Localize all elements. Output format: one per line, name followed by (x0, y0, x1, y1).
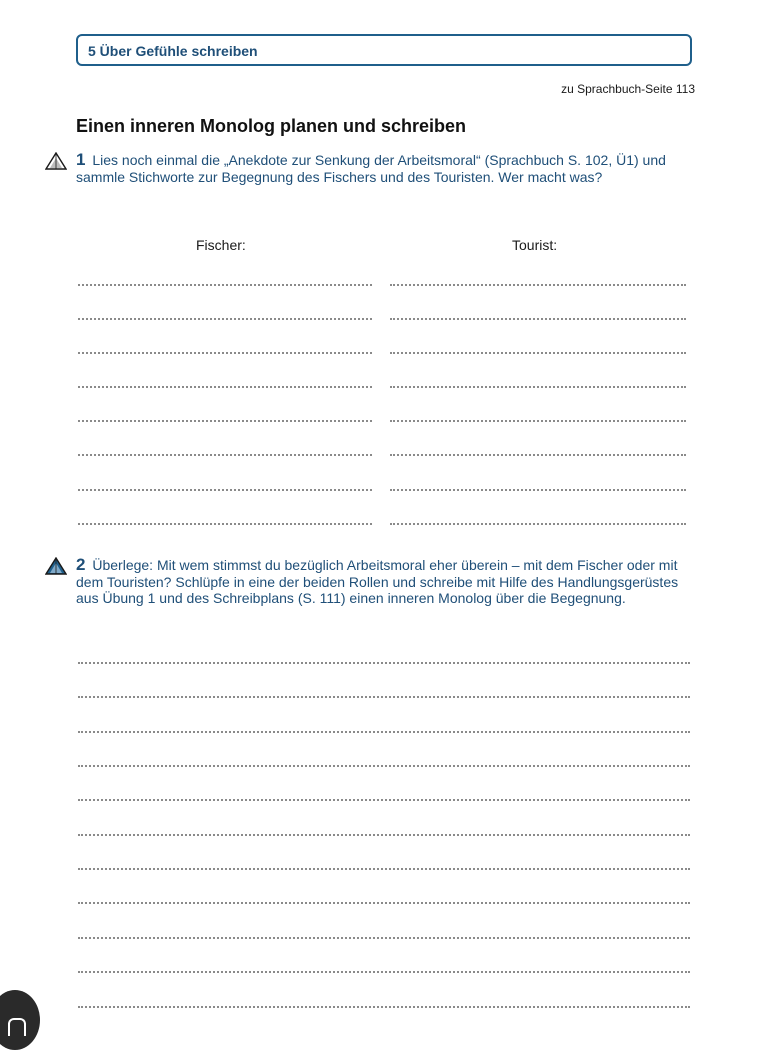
writing-line-tourist[interactable] (390, 489, 686, 491)
overlay-app-icon (8, 1018, 26, 1036)
writing-line[interactable] (78, 731, 690, 733)
column-label-tourist: Tourist: (512, 237, 558, 253)
task-1 (76, 152, 696, 185)
writing-line[interactable] (78, 868, 690, 870)
task-instruction: Überlege: Mit wem stimmst du bezüglich Arbeitsmoral eher überein – mit dem Fischer oder mit dem Touristen? Schlüpfe in eine der beiden Rollen und schreibe mit Hilfe des Handlungsgerüstes aus Übung 1 und des Schreibplans (S. 111) einen inneren Monolog über die Begegnung. (76, 557, 679, 606)
writing-line-tourist[interactable] (390, 420, 686, 422)
writing-line[interactable] (78, 765, 690, 767)
writing-line-fischer[interactable] (78, 489, 372, 491)
writing-line-fischer[interactable] (78, 284, 372, 286)
writing-line[interactable] (78, 799, 690, 801)
page-title: Einen inneren Monolog planen und schreiben (76, 116, 467, 136)
writing-line[interactable] (78, 696, 690, 698)
chapter-title: 5 Über Gefühle schreiben (88, 43, 258, 59)
task-number: 1 (76, 150, 86, 169)
writing-line[interactable] (78, 971, 690, 973)
writing-line[interactable] (78, 1006, 690, 1008)
writing-line-tourist[interactable] (390, 523, 686, 525)
writing-line[interactable] (78, 902, 690, 904)
writing-line-tourist[interactable] (390, 352, 686, 354)
chapter-header-box (76, 34, 692, 66)
task-number: 2 (76, 555, 86, 574)
page-reference: zu Sprachbuch-Seite 113 (561, 82, 695, 96)
writing-line-fischer[interactable] (78, 420, 372, 422)
column-label-fischer: Fischer: (196, 237, 246, 253)
writing-line-tourist[interactable] (390, 386, 686, 388)
triangle-difficulty-icon (45, 152, 67, 170)
writing-line-tourist[interactable] (390, 284, 686, 286)
writing-line-tourist[interactable] (390, 318, 686, 320)
task-2 (76, 557, 696, 607)
writing-line-fischer[interactable] (78, 454, 372, 456)
writing-line-fischer[interactable] (78, 386, 372, 388)
triangle-difficulty-icon (45, 557, 67, 575)
writing-line-fischer[interactable] (78, 523, 372, 525)
writing-line[interactable] (78, 662, 690, 664)
writing-line-fischer[interactable] (78, 352, 372, 354)
writing-line-tourist[interactable] (390, 454, 686, 456)
writing-line[interactable] (78, 834, 690, 836)
writing-line[interactable] (78, 937, 690, 939)
task-instruction: Lies noch einmal die „Anekdote zur Senkung der Arbeitsmoral“ (Sprachbuch S. 102, Ü1) und sammle Stichworte zur Begegnung des Fischers und des Touristen. Wer macht was? (76, 152, 666, 185)
writing-line-fischer[interactable] (78, 318, 372, 320)
